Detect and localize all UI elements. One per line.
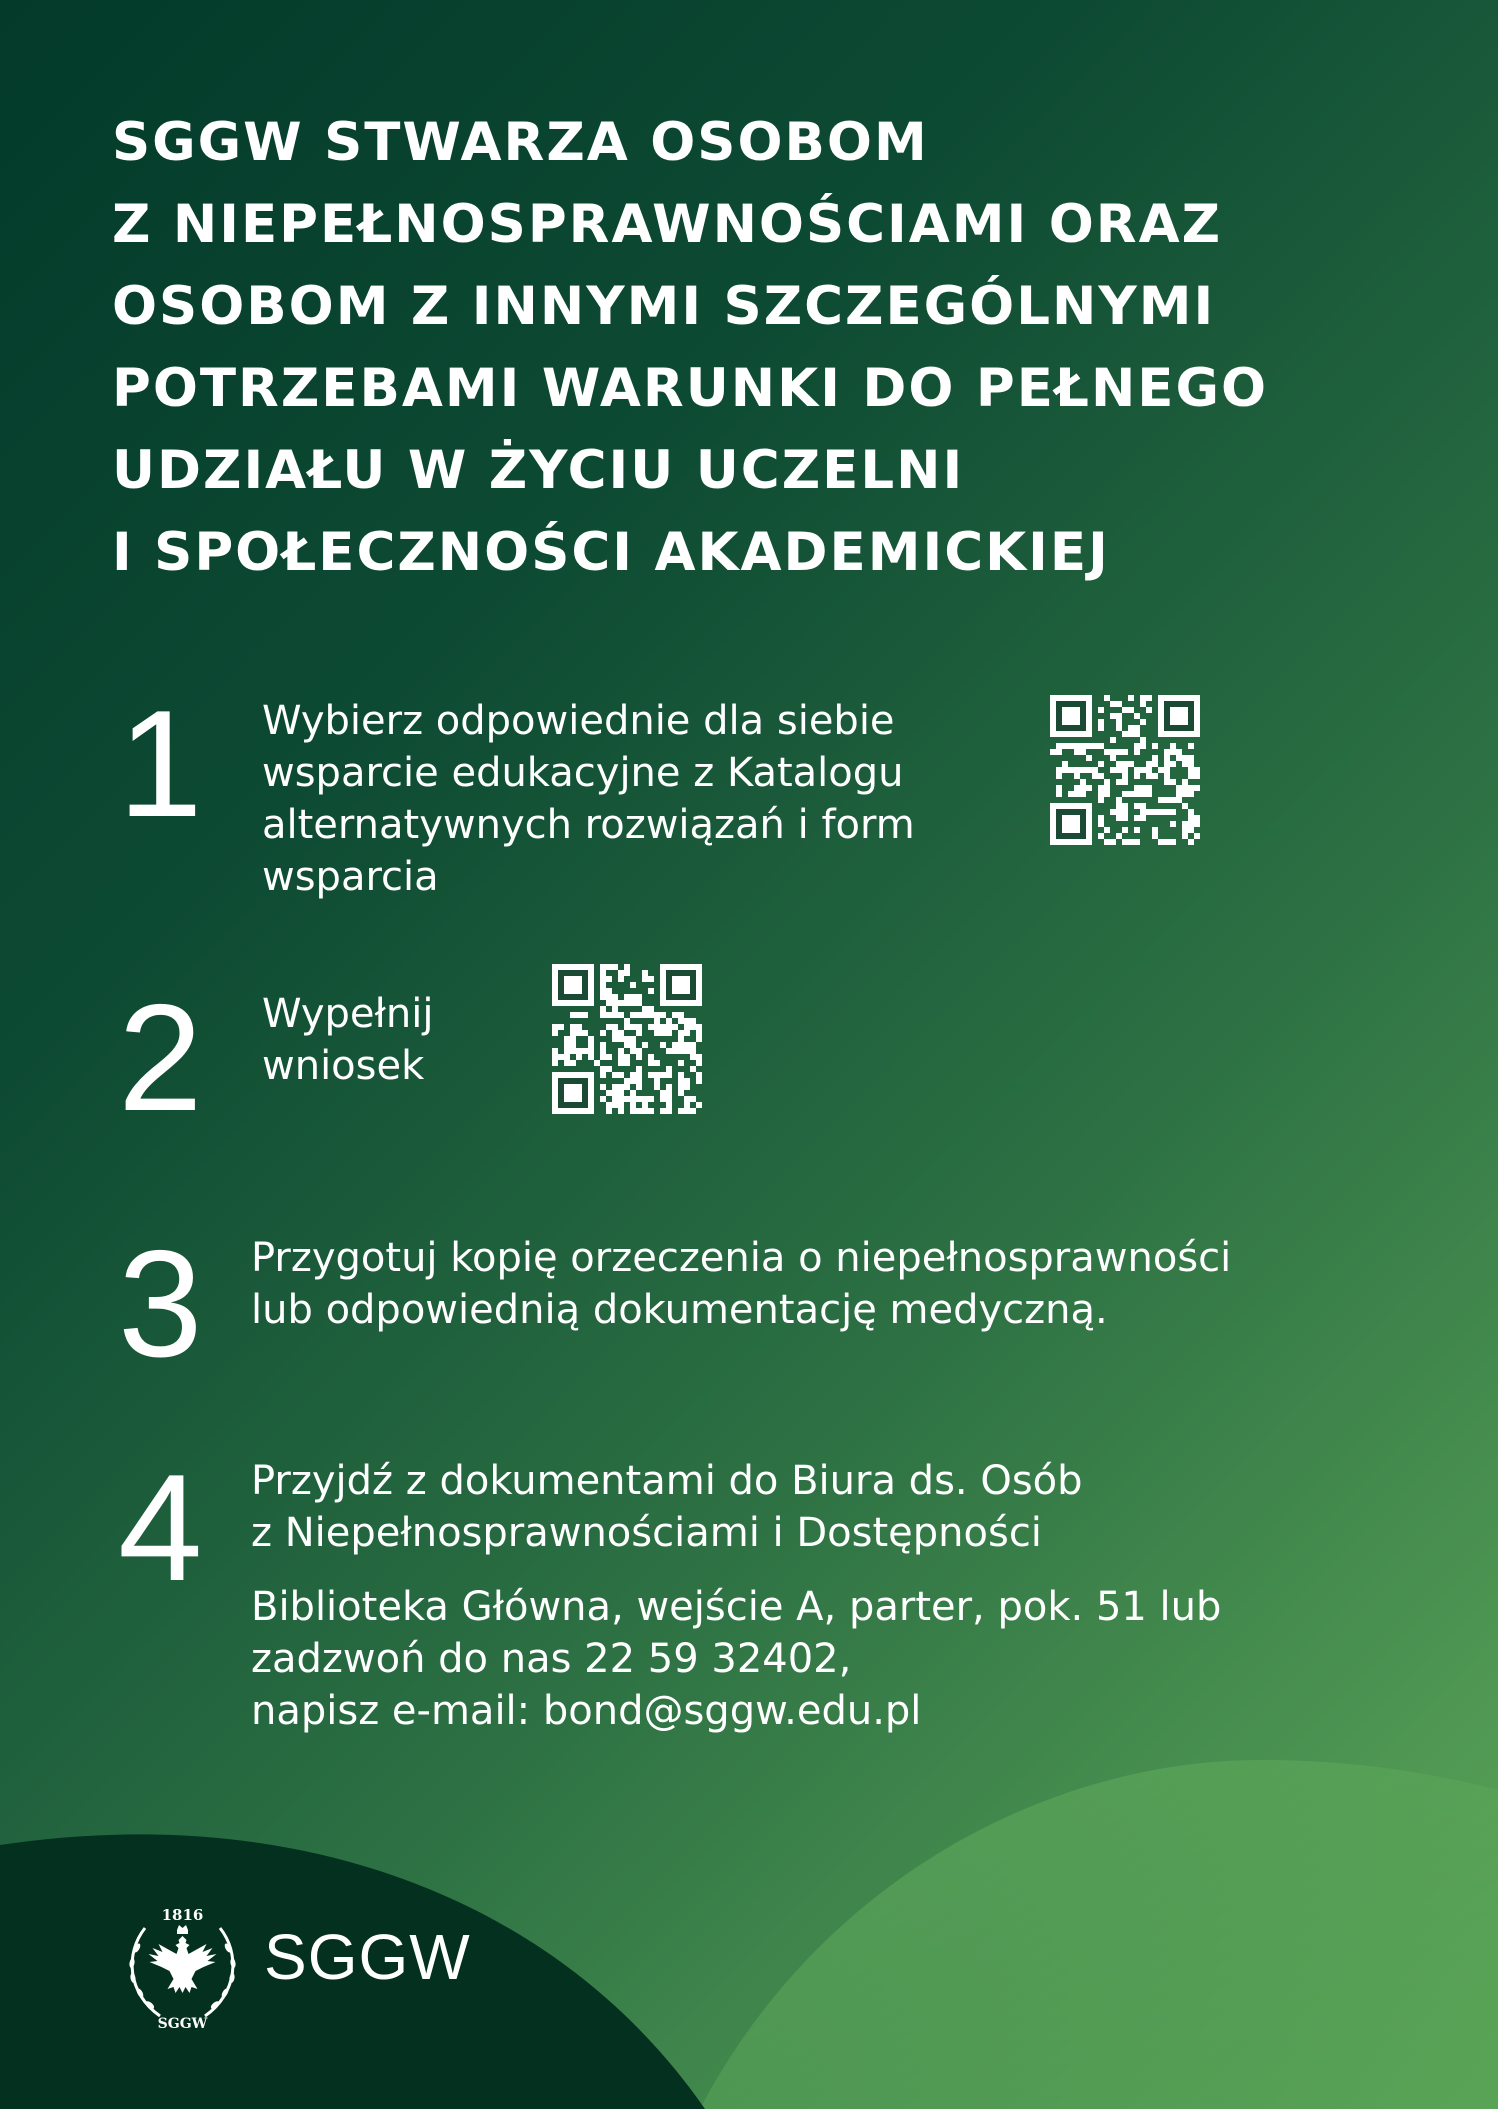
step-4-text bbox=[251, 1455, 1083, 1559]
emblem-label: SGGW bbox=[157, 2016, 208, 2032]
contact-line: napisz e-mail: bond@sggw.edu.pl bbox=[251, 1688, 922, 1734]
title-line: SGGW STWARZA OSOBOM bbox=[112, 112, 929, 173]
step-line: wniosek bbox=[262, 1043, 425, 1089]
qr-code-icon[interactable] bbox=[1050, 695, 1200, 845]
logo-text: SGGW bbox=[264, 1921, 471, 1993]
step-2-number: 2 bbox=[118, 973, 203, 1143]
title-line: UDZIAŁU W ŻYCIU UCZELNI bbox=[112, 440, 965, 501]
emblem-year: 1816 bbox=[161, 1906, 204, 1924]
contact-info bbox=[251, 1581, 1221, 1737]
step-line: Przyjdź z dokumentami do Biura ds. Osób bbox=[251, 1458, 1083, 1504]
step-3-text bbox=[251, 1232, 1231, 1336]
title-line: Z NIEPEŁNOSPRAWNOŚCIAMI ORAZ bbox=[112, 194, 1223, 255]
step-3-number: 3 bbox=[118, 1219, 203, 1389]
step-line: Wypełnij bbox=[262, 991, 434, 1037]
title-line: I SPOŁECZNOŚCI AKADEMICKIEJ bbox=[112, 522, 1110, 583]
step-line: alternatywnych rozwiązań i form bbox=[262, 802, 915, 848]
contact-line: Biblioteka Główna, wejście A, parter, pok. 51 lub bbox=[251, 1584, 1222, 1630]
step-line: wsparcie edukacyjne z Katalogu bbox=[262, 750, 904, 796]
step-line: z Niepełnosprawnościami i Dostępności bbox=[251, 1510, 1042, 1556]
eagle-emblem-icon bbox=[115, 1898, 250, 2033]
step-line: wsparcia bbox=[262, 854, 439, 900]
page-title bbox=[112, 102, 1412, 594]
step-2-text bbox=[262, 988, 433, 1092]
step-line: lub odpowiednią dokumentację medyczną. bbox=[251, 1287, 1108, 1333]
qr-code-icon[interactable] bbox=[552, 964, 702, 1114]
step-4-number: 4 bbox=[118, 1443, 203, 1613]
contact-line: zadzwoń do nas 22 59 32402, bbox=[251, 1636, 852, 1682]
step-1-number: 1 bbox=[118, 679, 203, 849]
title-line: POTRZEBAMI WARUNKI DO PEŁNEGO bbox=[112, 358, 1269, 419]
step-line: Wybierz odpowiednie dla siebie bbox=[262, 698, 895, 744]
step-1-text bbox=[262, 695, 915, 903]
title-line: OSOBOM Z INNYMI SZCZEGÓLNYMI bbox=[112, 276, 1216, 337]
step-line: Przygotuj kopię orzeczenia o niepełnosprawności bbox=[251, 1235, 1232, 1281]
